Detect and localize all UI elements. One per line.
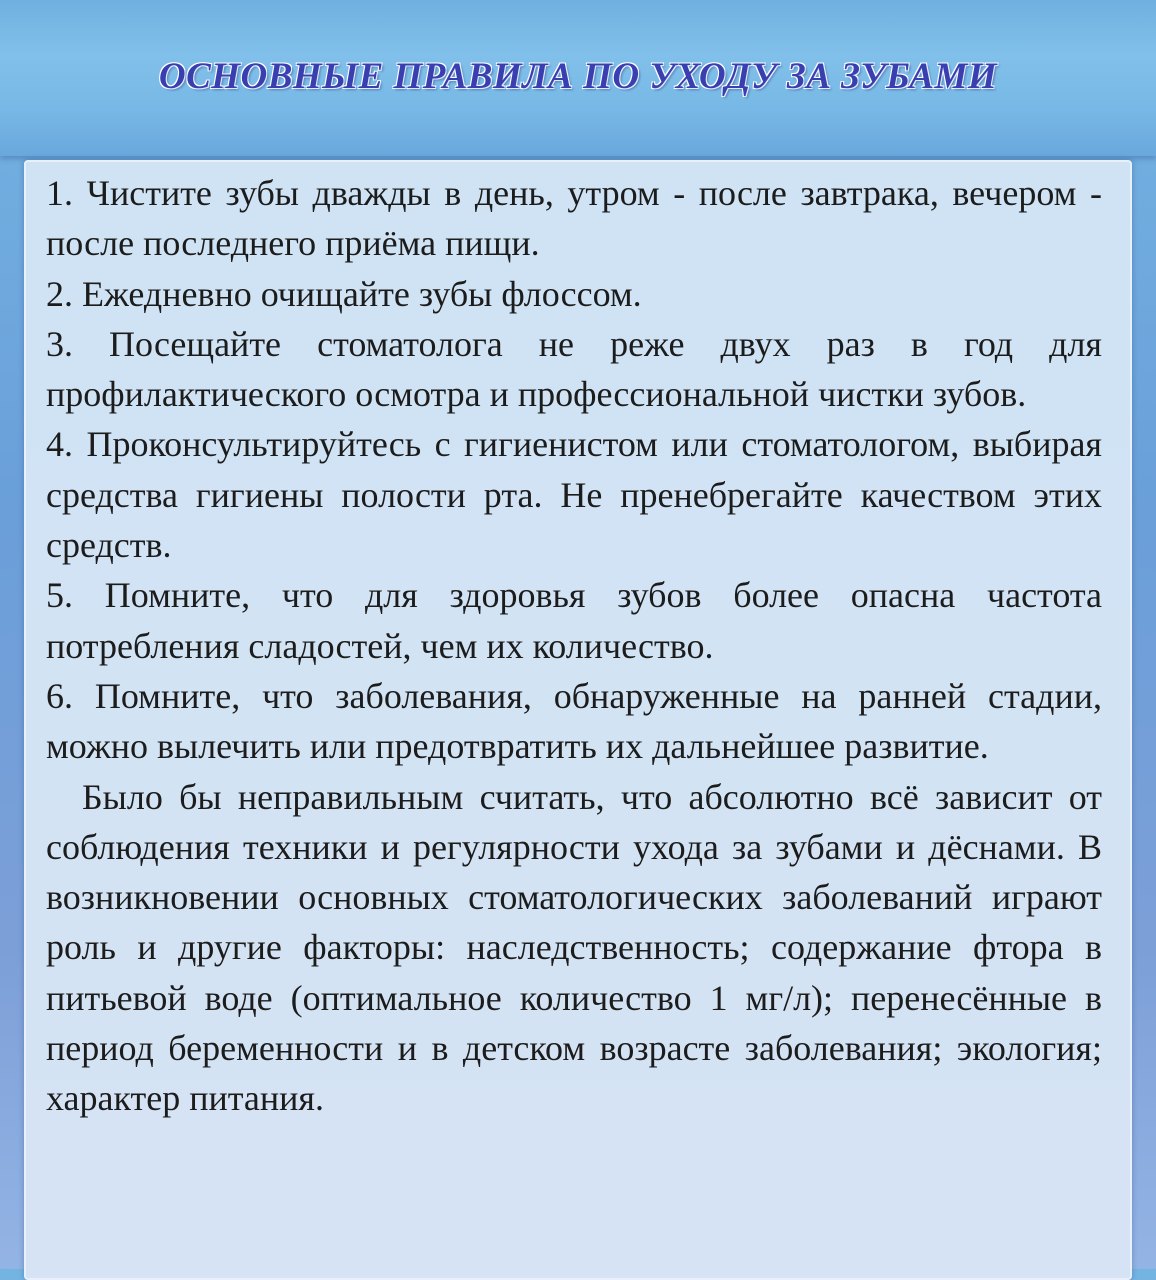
page-title: ОСНОВНЫЕ ПРАВИЛА ПО УХОДУ ЗА ЗУБАМИ xyxy=(158,56,998,97)
rule-item: 6. Помните, что заболевания, обнаруженные на ранней стадии, можно вылечить или предотвратить их дальнейшее развитие. xyxy=(46,675,1102,767)
rule-item: 2. Ежедневно очищайте зубы флоссом. xyxy=(46,273,642,314)
text-block xyxy=(46,168,1102,1124)
header-band xyxy=(0,0,1156,156)
rule-item: 4. Проконсультируйтесь с гигиенистом или стоматологом, выбирая средства гигиены полости рта. Не пренебрегайте качеством этих средств. xyxy=(46,424,1102,566)
rule-item: 3. Посещайте стоматолога не реже двух раз в год для профилактического осмотра и профессиональной чистки зубов. xyxy=(46,323,1102,415)
rule-item: 1. Чистите зубы дважды в день, утром - после завтрака, вечером - после последнего приёма пищи. xyxy=(46,173,1102,264)
rule-item: 5. Помните, что для здоровья зубов более опасна частота потребления сладостей, чем их количество. xyxy=(46,575,1102,666)
content-panel xyxy=(24,160,1132,1280)
closing-paragraph: Было бы неправильным считать, что абсолютно всё зависит от соблюдения техники и регулярности ухода за зубами и дёснами. В возникновении основных стоматологических заболеваний играют роль и другие факторы: наследственность; содержание фтора в питьевой воде (оптимальное количество 1 мг/л); перенесённые в период беременности и в детском возрасте заболевания; экология; характер питания. xyxy=(46,776,1102,1119)
